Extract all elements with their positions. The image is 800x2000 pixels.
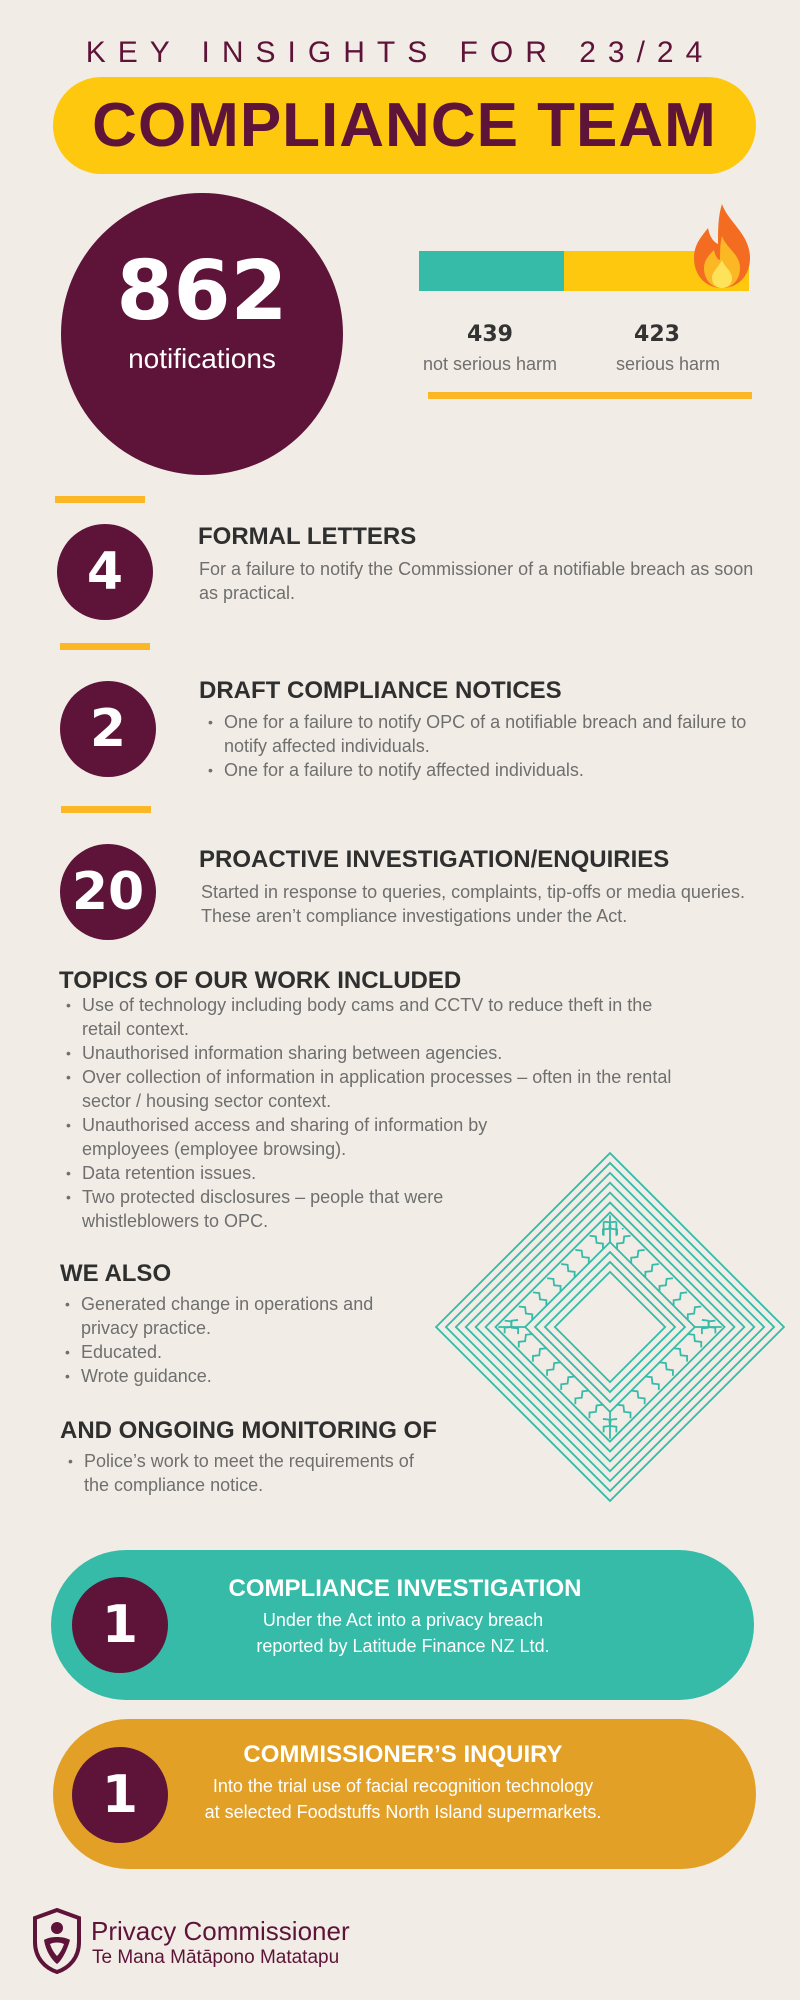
list-item: • Two protected disclosures – people that were whistleblowers to OPC. (60, 1185, 460, 1233)
compliance-investigation-card (51, 1550, 754, 1700)
list-item: • Unauthorised information sharing between agencies. (60, 1041, 700, 1065)
not-serious-harm-segment (419, 251, 564, 291)
divider-rule (60, 643, 150, 650)
title-banner (53, 77, 756, 174)
draft-notices-count: 2 (60, 681, 156, 777)
proactive-text: Started in response to queries, complaints, tip-offs or media queries. These aren’t compliance investigations under the Act. (201, 882, 745, 926)
we-also-heading: WE ALSO (60, 1260, 172, 1287)
not-serious-harm-label: not serious harm (422, 354, 558, 374)
monitoring-list (62, 1449, 422, 1497)
notifications-circle (61, 193, 343, 475)
draft-notices-heading: DRAFT COMPLIANCE NOTICES (199, 677, 562, 704)
divider-rule (61, 806, 151, 813)
compliance-investigation-heading: COMPLIANCE INVESTIGATION (228, 1575, 582, 1602)
list-item: • Wrote guidance. (59, 1364, 399, 1388)
compliance-investigation-count: 1 (72, 1577, 168, 1673)
divider-rule (55, 496, 145, 503)
compliance-investigation-text: Under the Act into a privacy breach reported by Latitude Finance NZ Ltd. (256, 1610, 550, 1656)
list-item: • Generated change in operations and privacy practice. (59, 1292, 399, 1340)
list-item: • Use of technology including body cams and CCTV to reduce theft in the retail context. (60, 993, 690, 1041)
formal-letters-count: 4 (57, 524, 153, 620)
draft-notices-list (202, 710, 757, 782)
commissioners-inquiry-text: Into the trial use of facial recognition technology at selected Foodstuffs North Island supermarkets. (204, 1776, 602, 1822)
list-item: • Unauthorised access and sharing of information by employees (employee browsing). (60, 1113, 500, 1161)
fire-icon (688, 200, 756, 292)
monitoring-heading: AND ONGOING MONITORING OF (60, 1417, 437, 1444)
commissioners-inquiry-card (53, 1719, 756, 1869)
logo-subtitle: Te Mana Mātāpono Matatapu (92, 1947, 340, 1968)
divider-rule (428, 392, 752, 399)
list-item: • Police’s work to meet the requirements of the compliance notice. (62, 1449, 422, 1497)
list-item: • Over collection of information in application processes – often in the rental sector / housing sector context. (60, 1065, 700, 1113)
logo-title: Privacy Commissioner (91, 1916, 350, 1946)
serious-harm-count: 423 (634, 322, 680, 347)
privacy-commissioner-logo-icon (32, 1908, 82, 1974)
list-item: • One for a failure to notify affected individuals. (202, 758, 757, 782)
commissioners-inquiry-heading: COMMISSIONER’S INQUIRY (243, 1741, 563, 1768)
notifications-total: 862 (116, 244, 288, 339)
diamond-pattern-icon (433, 1150, 787, 1504)
formal-letters-heading: FORMAL LETTERS (198, 523, 417, 550)
formal-letters-text: For a failure to notify the Commissioner of a notifiable breach as soon as practical. (199, 559, 754, 603)
notifications-label: notifications (128, 343, 276, 374)
not-serious-harm-count: 439 (467, 322, 513, 347)
list-item: • Data retention issues. (60, 1161, 700, 1185)
commissioners-inquiry-count: 1 (72, 1747, 168, 1843)
we-also-list (59, 1292, 399, 1388)
serious-harm-label: serious harm (615, 354, 721, 374)
proactive-count: 20 (60, 844, 156, 940)
topics-heading: TOPICS OF OUR WORK INCLUDED (59, 967, 462, 994)
list-item: • Educated. (59, 1340, 399, 1364)
page-kicker: KEY INSIGHTS FOR 23/24 (85, 36, 715, 69)
list-item: • One for a failure to notify OPC of a notifiable breach and failure to notify affected individuals. (202, 710, 757, 758)
page-title: COMPLIANCE TEAM (92, 91, 717, 160)
proactive-heading: PROACTIVE INVESTIGATION/ENQUIRIES (199, 846, 670, 873)
